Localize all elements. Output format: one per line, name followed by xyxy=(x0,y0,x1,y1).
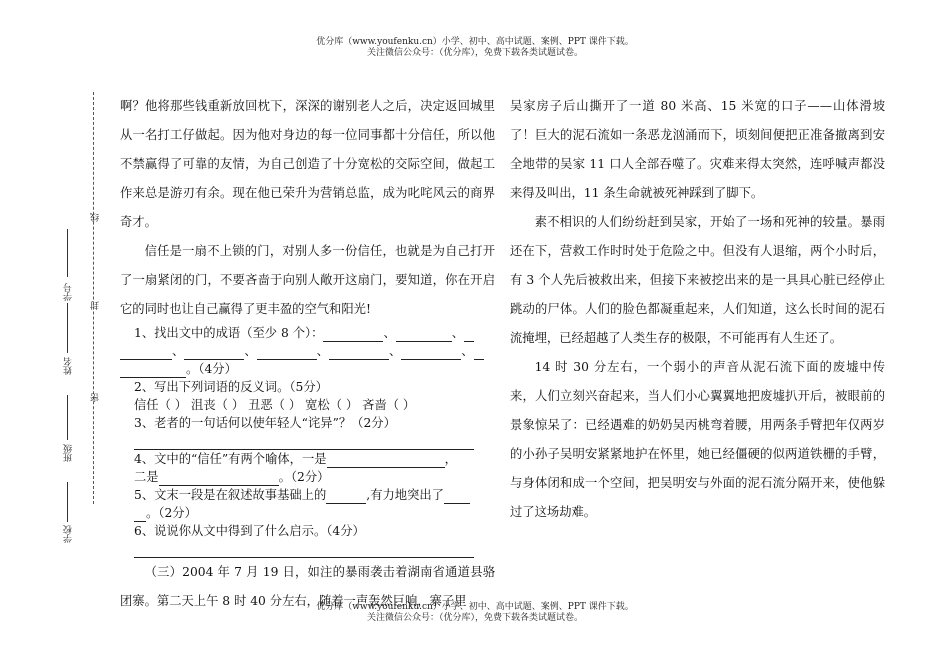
answer-blank[interactable] xyxy=(134,544,474,558)
passage-paragraph: 信任是一扇不上锁的门，对别人多一份信任，也就是为自己打开了一扇紧闭的门，不要吝啬于向别人敞开这扇门，要知道，你在开启它的同时也让自己赢得了更丰盈的空气和阳光! xyxy=(120,244,495,316)
antonym-item[interactable]: 丑恶（ ） xyxy=(248,398,302,412)
question-2-words xyxy=(134,396,495,414)
antonym-item[interactable]: 信任（ ） xyxy=(134,398,188,412)
antonym-item[interactable]: 宽松（ ） xyxy=(305,398,359,412)
question-5 xyxy=(134,486,495,504)
answer-blank[interactable] xyxy=(134,436,474,450)
antonym-item[interactable]: 沮丧（ ） xyxy=(191,398,245,412)
passage-paragraph: （三）2004 年 7 月 19 日，如注的暴雨袭击着湖南省通道县骆团寨。第二天上午 8 时 40 分左右，随着一声轰然巨响，寨子里 xyxy=(120,565,495,608)
answer-blank[interactable] xyxy=(401,346,461,360)
question-1-text: 1、找出文中的成语（至少 8 个）： xyxy=(134,326,324,340)
passage-paragraph: 吴家房子后山撕开了一道 80 米高、15 米宽的口子——山体滑坡了！巨大的泥石流如一条恶龙汹涌而下，顷刻间便把正准备撤离到安全地带的吴家 11 口人全部吞噬了。灾难来得太突然，连呼喊声都没来得及叫出，11 条生命就被死神踩到了脚下。 xyxy=(510,99,885,200)
question-4-text: 4、文中的“信任”有两个喻体，一是 xyxy=(134,452,327,466)
question-4-cont xyxy=(134,468,495,486)
class-field[interactable] xyxy=(67,395,68,440)
seal-dashed-line xyxy=(93,92,94,504)
page-footer xyxy=(0,602,950,624)
page-header xyxy=(0,37,950,59)
student-number-field[interactable] xyxy=(67,229,68,277)
label-student-number: 学号 xyxy=(64,283,74,301)
question-3-answer xyxy=(134,432,495,450)
question-4-text-2: 二是 xyxy=(134,470,159,484)
answer-blank[interactable] xyxy=(329,346,389,360)
school-field[interactable] xyxy=(67,482,68,522)
question-4 xyxy=(134,450,495,468)
seal-label-secret: 密 xyxy=(91,393,101,402)
label-name: 姓名 xyxy=(64,357,74,375)
question-6: 6、说说你从文中得到了什么启示。（4分） xyxy=(134,524,365,538)
question-6-answer xyxy=(134,540,495,558)
answer-blank[interactable] xyxy=(464,328,474,342)
question-4-comma: ， xyxy=(444,452,457,466)
seal-label-line: 线 xyxy=(91,213,101,222)
question-1-score: 。（4分） xyxy=(186,362,237,376)
question-5-text: 5、文末一段是在叙述故事基础上的 xyxy=(134,488,327,502)
question-5-text-2: ,有力地突出了 xyxy=(366,488,444,502)
question-5-score: 。（2分） xyxy=(146,506,197,520)
answer-blank[interactable] xyxy=(323,328,383,342)
left-column xyxy=(120,92,495,616)
answer-blank[interactable] xyxy=(159,472,279,486)
answer-blank[interactable] xyxy=(326,490,366,504)
passage-paragraph: 啊？他将那些钱重新放回枕下，深深的谢别老人之后，决定返回城里从一名打工仔做起。因为他对身边的每一位同事都十分信任，所以他不禁赢得了可靠的友情，为自己创造了十分宽松的交际空间，做起工作来总是游刃有余。现在他已荣升为营销总监，成为叱咤风云的商界奇才。 xyxy=(120,99,495,229)
answer-blank[interactable] xyxy=(474,346,484,360)
question-5-cont xyxy=(134,504,495,522)
binding-margin xyxy=(0,0,110,671)
questions-block xyxy=(120,324,495,558)
antonym-item[interactable]: 吝啬（ ） xyxy=(362,398,416,412)
question-1: 1、找出文中的成语（至少 8 个）： 、 、 xyxy=(134,324,495,342)
answer-blank[interactable] xyxy=(134,508,146,522)
seal-label-seal: 封 xyxy=(91,301,101,310)
passage-paragraph: 素不相识的人们纷纷赶到吴家，开始了一场和死神的较量。暴雨还在下，营救工作时时处于危险之中。但没有人退缩，两个小时后，有 3 个人先后被救出来，但接下来被挖出来的是一具具心脏已经停止跳动的尸体。人们的脸色都凝重起来，人们知道，这么长时间的泥石流掩埋，已经超越了人类生存的极限，不可能再有人生还了。 xyxy=(510,215,885,345)
answer-blank[interactable] xyxy=(396,328,452,342)
question-1-blanks: 、 、 、 、 、 xyxy=(120,342,495,360)
answer-blank[interactable] xyxy=(184,346,244,360)
footer-line-2: 关注微信公众号：（优分库），免费下载各类试题试卷。 xyxy=(366,613,583,623)
answer-blank[interactable] xyxy=(120,364,186,378)
answer-blank[interactable] xyxy=(327,454,445,468)
label-school: 学校 xyxy=(64,525,74,543)
question-2: 2、写出下列词语的反义词。（5分） xyxy=(134,380,328,394)
right-column xyxy=(510,92,885,527)
question-4-score: 。（2分） xyxy=(278,470,330,484)
passage-paragraph: 14 时 30 分左右，一个弱小的声音从泥石流下面的废墟中传来，人们立刻兴奋起来，当人们小心翼翼地把废墟扒开后，被眼前的景象惊呆了：已经遇难的奶奶吴丙桃弯着腰，用两条手臂把年仅两岁的小孙子吴明安紧紧地护在怀里，她已经僵硬的似两道铁栅的手臂，与身体闭和成一个空间，把吴明安与外面的泥石流分隔开来，使他躲过了这场劫难。 xyxy=(510,360,885,519)
answer-blank[interactable] xyxy=(257,346,317,360)
question-1-end xyxy=(120,360,495,378)
answer-blank[interactable] xyxy=(444,490,470,504)
question-3: 3、老者的一句话何以使年轻人“诧异”？（2分） xyxy=(134,416,396,430)
header-line-2: 关注微信公众号：（优分库），免费下载各类试题试卷。 xyxy=(366,48,583,58)
footer-line-1: 优分库（www.youfenku.cn）小学、初中、高中试题、案例、PPT 课件下载。 xyxy=(316,602,634,612)
header-line-1: 优分库（www.youfenku.cn）小学、初中、高中试题、案例、PPT 课件下载。 xyxy=(316,37,634,47)
answer-blank[interactable] xyxy=(120,346,172,360)
label-class: 班级 xyxy=(64,444,74,462)
name-field[interactable] xyxy=(67,303,68,353)
